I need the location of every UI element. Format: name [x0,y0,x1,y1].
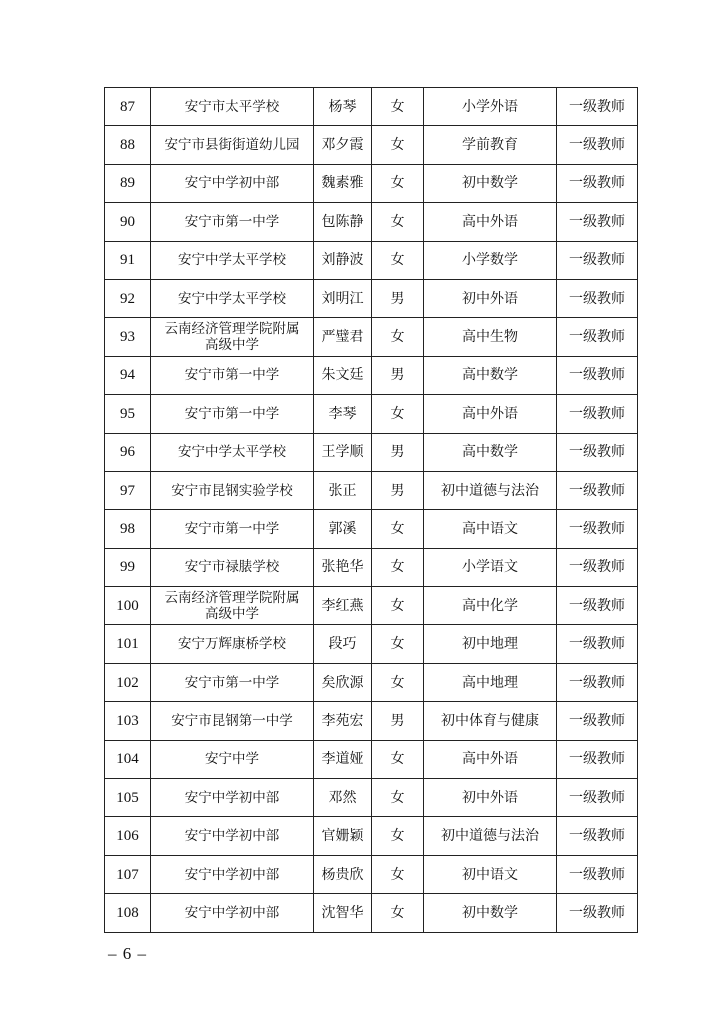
table-row [105,740,638,778]
subject-cell: 小学外语 [424,88,557,126]
gender-cell: 女 [372,587,424,625]
teacher-name-cell: 官姗颖 [314,817,372,855]
gender-cell: 女 [372,894,424,932]
school-name-cell: 安宁中学 [151,740,314,778]
teacher-name-cell: 邓然 [314,779,372,817]
school-name-cell: 安宁市昆钢第一中学 [151,702,314,740]
school-name-cell: 安宁中学初中部 [151,855,314,893]
row-number-cell: 105 [105,779,151,817]
row-number-cell: 101 [105,625,151,663]
professional-title-cell: 一级教师 [557,587,638,625]
school-name-cell: 安宁市太平学校 [151,88,314,126]
gender-cell: 女 [372,395,424,433]
school-name-cell: 安宁中学太平学校 [151,241,314,279]
subject-cell: 高中外语 [424,203,557,241]
table-row [105,203,638,241]
gender-cell: 女 [372,510,424,548]
row-number-cell: 104 [105,740,151,778]
table-row [105,779,638,817]
professional-title-cell: 一级教师 [557,702,638,740]
row-number-cell: 98 [105,510,151,548]
gender-cell: 男 [372,433,424,471]
professional-title-cell: 一级教师 [557,395,638,433]
gender-cell: 女 [372,625,424,663]
teacher-name-cell: 李琴 [314,395,372,433]
subject-cell: 初中数学 [424,894,557,932]
subject-cell: 初中道德与法治 [424,817,557,855]
subject-cell: 高中语文 [424,510,557,548]
professional-title-cell: 一级教师 [557,894,638,932]
teacher-name-cell: 李道娅 [314,740,372,778]
school-name-cell: 安宁万辉康桥学校 [151,625,314,663]
teacher-name-cell: 刘静波 [314,241,372,279]
subject-cell: 初中地理 [424,625,557,663]
table-row [105,356,638,394]
teacher-name-cell: 朱文廷 [314,356,372,394]
professional-title-cell: 一级教师 [557,241,638,279]
teacher-name-cell: 魏素雅 [314,164,372,202]
row-number-cell: 90 [105,203,151,241]
professional-title-cell: 一级教师 [557,471,638,509]
teacher-name-cell: 包陈静 [314,203,372,241]
subject-cell: 初中语文 [424,855,557,893]
professional-title-cell: 一级教师 [557,126,638,164]
school-name-cell: 安宁中学初中部 [151,164,314,202]
professional-title-cell: 一级教师 [557,356,638,394]
subject-cell: 初中外语 [424,779,557,817]
gender-cell: 女 [372,203,424,241]
gender-cell: 女 [372,817,424,855]
school-name-cell: 安宁中学太平学校 [151,279,314,317]
teacher-name-cell: 郭溪 [314,510,372,548]
teacher-name-cell: 王学顺 [314,433,372,471]
row-number-cell: 89 [105,164,151,202]
school-name-cell: 安宁市第一中学 [151,663,314,701]
table-row [105,855,638,893]
row-number-cell: 88 [105,126,151,164]
school-name-cell: 安宁市县街街道幼儿园 [151,126,314,164]
table-row [105,88,638,126]
gender-cell: 女 [372,663,424,701]
table-row [105,433,638,471]
school-name-cell: 安宁市第一中学 [151,203,314,241]
table-row [105,279,638,317]
gender-cell: 女 [372,740,424,778]
gender-cell: 女 [372,241,424,279]
teacher-name-cell: 杨琴 [314,88,372,126]
school-name-cell: 安宁市昆钢实验学校 [151,471,314,509]
school-name-cell: 安宁市第一中学 [151,395,314,433]
gender-cell: 女 [372,548,424,586]
school-name-cell: 安宁中学太平学校 [151,433,314,471]
gender-cell: 女 [372,88,424,126]
teacher-name-cell: 李红燕 [314,587,372,625]
school-name-cell: 云南经济管理学院附属 高级中学 [151,318,314,356]
school-name-cell: 云南经济管理学院附属 高级中学 [151,587,314,625]
row-number-cell: 99 [105,548,151,586]
row-number-cell: 108 [105,894,151,932]
table-row [105,548,638,586]
professional-title-cell: 一级教师 [557,164,638,202]
gender-cell: 男 [372,279,424,317]
subject-cell: 初中数学 [424,164,557,202]
professional-title-cell: 一级教师 [557,817,638,855]
gender-cell: 男 [372,702,424,740]
subject-cell: 高中数学 [424,356,557,394]
row-number-cell: 100 [105,587,151,625]
row-number-cell: 97 [105,471,151,509]
school-name-cell: 安宁市禄脿学校 [151,548,314,586]
subject-cell: 学前教育 [424,126,557,164]
teacher-name-cell: 李苑宏 [314,702,372,740]
table-row [105,395,638,433]
row-number-cell: 92 [105,279,151,317]
table-row [105,663,638,701]
row-number-cell: 96 [105,433,151,471]
table-row [105,587,638,625]
professional-title-cell: 一级教师 [557,663,638,701]
subject-cell: 小学数学 [424,241,557,279]
table-row [105,318,638,356]
row-number-cell: 107 [105,855,151,893]
subject-cell: 初中体育与健康 [424,702,557,740]
teacher-name-cell: 严璧君 [314,318,372,356]
teacher-name-cell: 沈智华 [314,894,372,932]
subject-cell: 初中外语 [424,279,557,317]
professional-title-cell: 一级教师 [557,548,638,586]
row-number-cell: 93 [105,318,151,356]
row-number-cell: 103 [105,702,151,740]
row-number-cell: 91 [105,241,151,279]
table-row [105,164,638,202]
professional-title-cell: 一级教师 [557,510,638,548]
school-name-cell: 安宁中学初中部 [151,779,314,817]
professional-title-cell: 一级教师 [557,279,638,317]
gender-cell: 女 [372,855,424,893]
subject-cell: 小学语文 [424,548,557,586]
teacher-name-cell: 邓夕霞 [314,126,372,164]
teacher-name-cell: 张艳华 [314,548,372,586]
subject-cell: 高中地理 [424,663,557,701]
row-number-cell: 95 [105,395,151,433]
subject-cell: 高中数学 [424,433,557,471]
professional-title-cell: 一级教师 [557,88,638,126]
table-row [105,241,638,279]
school-name-cell: 安宁中学初中部 [151,817,314,855]
table-row [105,126,638,164]
teacher-name-cell: 段巧 [314,625,372,663]
subject-cell: 高中生物 [424,318,557,356]
gender-cell: 女 [372,164,424,202]
teacher-name-cell: 张正 [314,471,372,509]
subject-cell: 初中道德与法治 [424,471,557,509]
subject-cell: 高中外语 [424,740,557,778]
professional-title-cell: 一级教师 [557,855,638,893]
gender-cell: 女 [372,779,424,817]
professional-title-cell: 一级教师 [557,625,638,663]
table-row [105,510,638,548]
row-number-cell: 102 [105,663,151,701]
table-row [105,817,638,855]
professional-title-cell: 一级教师 [557,740,638,778]
row-number-cell: 106 [105,817,151,855]
teacher-list-table [104,87,638,933]
subject-cell: 高中外语 [424,395,557,433]
gender-cell: 男 [372,356,424,394]
teacher-name-cell: 杨贵欣 [314,855,372,893]
gender-cell: 女 [372,318,424,356]
gender-cell: 女 [372,126,424,164]
school-name-cell: 安宁中学初中部 [151,894,314,932]
subject-cell: 高中化学 [424,587,557,625]
professional-title-cell: 一级教师 [557,779,638,817]
gender-cell: 男 [372,471,424,509]
page-number: – 6 – [108,944,147,963]
row-number-cell: 94 [105,356,151,394]
table-row [105,702,638,740]
professional-title-cell: 一级教师 [557,318,638,356]
table-row [105,894,638,932]
teacher-name-cell: 刘明江 [314,279,372,317]
professional-title-cell: 一级教师 [557,433,638,471]
school-name-cell: 安宁市第一中学 [151,510,314,548]
teacher-name-cell: 矣欣源 [314,663,372,701]
table-row [105,625,638,663]
teacher-list-body [105,88,638,933]
professional-title-cell: 一级教师 [557,203,638,241]
table-row [105,471,638,509]
row-number-cell: 87 [105,88,151,126]
school-name-cell: 安宁市第一中学 [151,356,314,394]
